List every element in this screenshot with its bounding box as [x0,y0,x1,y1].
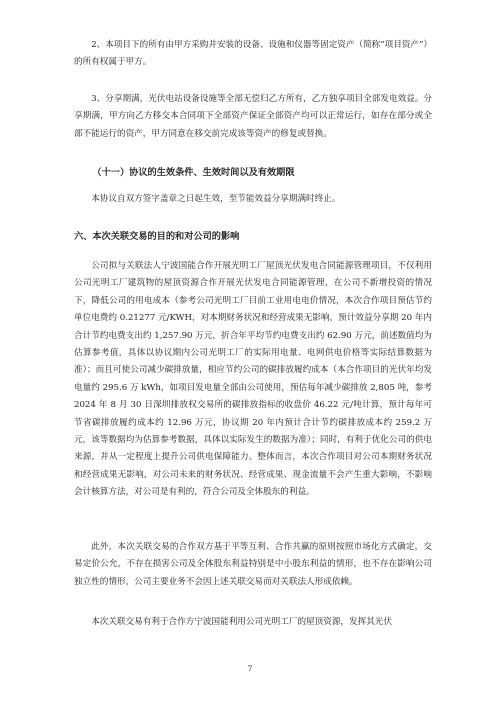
paragraph-purpose-main [74,258,432,502]
paragraph-text: 本协议自双方签字盖章之日起生效，至节能效益分享期满时终止。 [91,194,341,204]
paragraph-text: 本次关联交易有利于合作方宁波国能利用公司光明工厂的屋顶资源，发挥其光伏 [91,617,392,627]
paragraph-effective-period [74,191,432,208]
paragraph-fair-pricing [74,539,432,591]
paragraph-text: 此外，本次关联交易的合作双方基于平等互利、合作共赢的原则按照市场化方式确定，交易定价公允，不存在损害公司及全体股东利益特别是中小股东利益的情形，也不存在影响公司独立性的情形，公司主要业务不会因上述关联交易而对关联法人形成依赖。 [74,542,432,587]
page-number: 7 [247,664,253,673]
paragraph-partner-benefit [74,614,432,631]
heading-text: 六、本次关联交易的目的和对公司的影响 [74,231,240,242]
section-heading-effective-conditions [74,164,432,181]
paragraph-share-expiry [74,91,432,143]
paragraph-text: 2、本项目下的所有由甲方采购并安装的设备、设施和仪器等固定资产（简称“项目资产”）的所有权属于甲方。 [74,40,433,68]
paragraph-text: 公司拟与关联法人宁波国能合作开展光明工厂屋顶光伏发电合同能源管理项目，不仅利用公司光明工厂建筑物的屋顶资源合作开展光伏发电合同能源管理，在公司不新增投资的情况下，降低公司的用电成本（参考公司光明工厂目前工业用电电价情况，本次合作项目预估节约单位电费约 0.21277 元/KWH，对本期财务状况和经营成果无影响，预计效益分享期 20 年内合计节约电费支出约 1,257.90 万元，折合年平均节约电费支出约 62.90 万元，前述数值均为估算参考值，具体以协议期内公司光明工厂的实际用电量、电网供电价格等实际结算数据为准）；而且可使公司减少碳排放量，相应节约公司的碳排放履约成本（本合作项目的光伏年均发电量约 295.6 万 kWh，如项目发电量全部由公司使用，预估每年减少碳排放 2,805 吨，参考 2024 年 8 月 30 日深圳排放权交易所的碳排放指标的收盘价 46.22 元/吨计算，预计每年可节省碳排放履约成本约 12.96 万元，协议期 20 年内预计合计节约碳排放成本约 259.2 万元，该等数据均为估算参考数据，具体以实际发生的数据为准）；同时，有利于优化公司的供电来源，并从一定程度上提升公司供电保障能力。整体而言，本次合作项目对公司本期财务状况和经营成果无影响，对公司未来的财务状况、经营成果、现金流量不会产生重大影响，不影响会计核算方法，对公司是有利的，符合公司及全体股东的利益。 [74,261,432,498]
paragraph-asset-ownership [74,37,432,72]
heading-text: （十一）协议的生效条件、生效时间以及有效期限 [92,167,295,178]
paragraph-text: 3、分享期满，光伏电站设备设施等全部无偿归乙方所有，乙方独享项目全部发电效益。分享期满，甲方向乙方移交本合同项下全部资产保证全部资产均可以正常运行，如存在部分或全部不能运行的资产，甲方同意在移交前完成该等资产的修复或替换。 [74,94,432,139]
section-heading-purpose-impact [74,228,432,245]
